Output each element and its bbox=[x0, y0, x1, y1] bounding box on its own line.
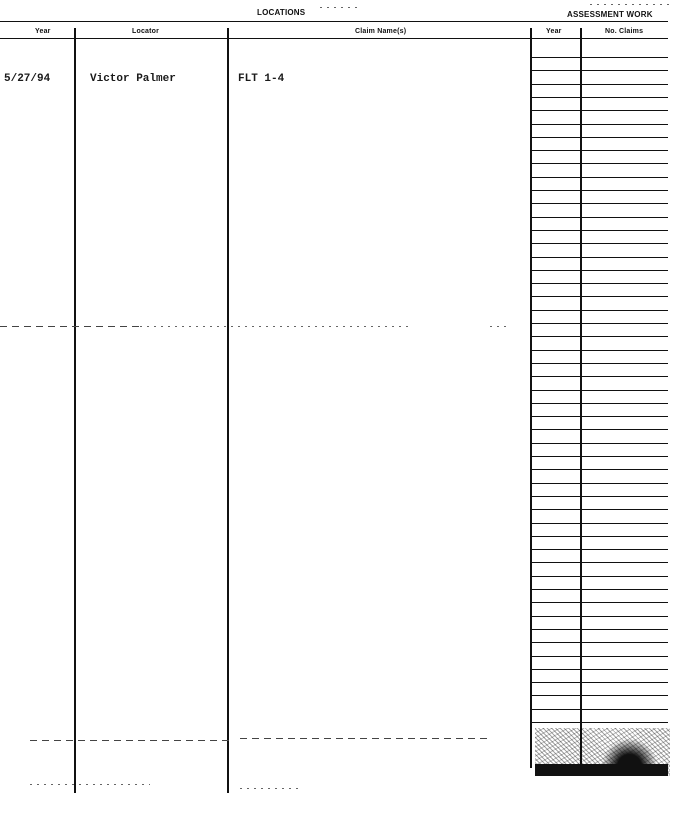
assessment-ledger-row bbox=[532, 363, 668, 364]
assessment-ledger-row bbox=[532, 350, 668, 351]
assessment-ledger-row bbox=[532, 70, 668, 71]
entry-claim-names: FLT 1-4 bbox=[238, 73, 285, 85]
column-header-year: Year bbox=[35, 28, 51, 35]
column-header-assessment-year: Year bbox=[546, 28, 562, 35]
assessment-ledger-row bbox=[532, 429, 668, 430]
assessment-ledger-row bbox=[532, 536, 668, 537]
assessment-ledger-row bbox=[532, 323, 668, 324]
column-header-claim-names: Claim Name(s) bbox=[355, 28, 407, 35]
scan-dash-line bbox=[0, 326, 140, 327]
assessment-ledger-row bbox=[532, 376, 668, 377]
assessment-ledger-row bbox=[532, 336, 668, 337]
divider-locator-claims bbox=[227, 28, 229, 793]
assessment-ledger-row bbox=[532, 177, 668, 178]
divider-year-locator bbox=[74, 28, 76, 793]
assessment-ledger-row bbox=[532, 217, 668, 218]
assessment-ledger-row bbox=[532, 257, 668, 258]
column-header-locator: Locator bbox=[132, 28, 160, 35]
assessment-ledger-row bbox=[532, 509, 668, 510]
scan-dash-line bbox=[240, 738, 490, 739]
assessment-ledger-row bbox=[532, 656, 668, 657]
assessment-ledger-row bbox=[532, 682, 668, 683]
assessment-ledger-row bbox=[532, 642, 668, 643]
assessment-ledger-row bbox=[532, 270, 668, 271]
assessment-ledger-row bbox=[532, 709, 668, 710]
scan-dot-line bbox=[320, 7, 360, 8]
assessment-ledger-row bbox=[532, 576, 668, 577]
assessment-ledger-row bbox=[532, 243, 668, 244]
assessment-ledger-row bbox=[532, 695, 668, 696]
assessment-ledger-row bbox=[532, 669, 668, 670]
assessment-ledger-row bbox=[532, 549, 668, 550]
assessment-ledger-row bbox=[532, 190, 668, 191]
assessment-ledger-row bbox=[532, 124, 668, 125]
scan-dot-line bbox=[490, 326, 508, 327]
entry-year: 5/27/94 bbox=[4, 73, 51, 85]
header-bottom-rule bbox=[0, 38, 668, 39]
divider-claims-assessment bbox=[530, 28, 532, 768]
assessment-ledger-row bbox=[532, 296, 668, 297]
assessment-ledger-row bbox=[532, 283, 668, 284]
assessment-ledger-row bbox=[532, 163, 668, 164]
assessment-ledger-row bbox=[532, 722, 668, 723]
assessment-ledger-row bbox=[532, 137, 668, 138]
assessment-ledger-row bbox=[532, 589, 668, 590]
assessment-ledger-row bbox=[532, 390, 668, 391]
assessment-ledger-row bbox=[532, 443, 668, 444]
assessment-work-title: ASSESSMENT WORK bbox=[567, 10, 653, 19]
assessment-ledger-row bbox=[532, 97, 668, 98]
assessment-ledger-row bbox=[532, 456, 668, 457]
assessment-ledger-row bbox=[532, 602, 668, 603]
assessment-ledger-row bbox=[532, 469, 668, 470]
scan-dot-line bbox=[30, 784, 150, 785]
assessment-ledger-row bbox=[532, 230, 668, 231]
assessment-ledger-row bbox=[532, 483, 668, 484]
scan-noise-bar bbox=[535, 764, 668, 776]
assessment-ledger-row bbox=[532, 562, 668, 563]
locations-title: LOCATIONS bbox=[257, 8, 306, 17]
assessment-ledger-row bbox=[532, 523, 668, 524]
assessment-ledger-row bbox=[532, 310, 668, 311]
entry-locator: Victor Palmer bbox=[90, 73, 176, 85]
scan-dot-line bbox=[590, 4, 670, 5]
assessment-ledger-row bbox=[532, 110, 668, 111]
assessment-ledger-row bbox=[532, 57, 668, 58]
scan-dash-line bbox=[30, 740, 230, 741]
assessment-ledger-row bbox=[532, 403, 668, 404]
scan-dot-line bbox=[240, 788, 300, 789]
column-header-no-claims: No. Claims bbox=[605, 28, 644, 35]
header-top-rule bbox=[0, 21, 668, 22]
assessment-ledger-row bbox=[532, 203, 668, 204]
assessment-ledger-row bbox=[532, 629, 668, 630]
assessment-ledger-row bbox=[532, 416, 668, 417]
assessment-ledger-row bbox=[532, 150, 668, 151]
assessment-ledger-row bbox=[532, 496, 668, 497]
assessment-ledger-row bbox=[532, 84, 668, 85]
assessment-ledger-row bbox=[532, 616, 668, 617]
scan-dot-line bbox=[140, 326, 410, 327]
